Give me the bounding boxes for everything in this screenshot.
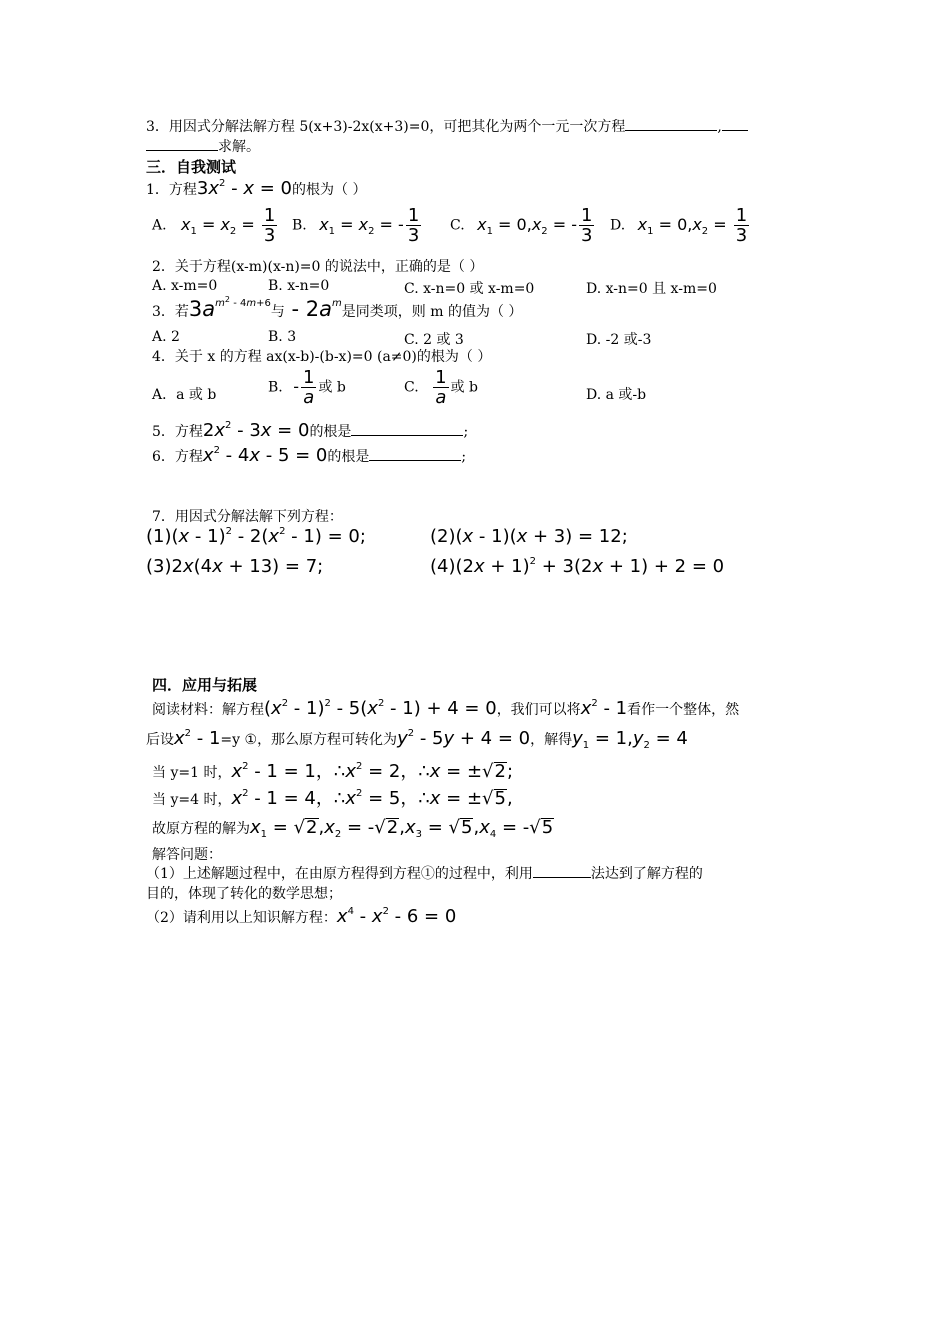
q3-term-2: - 2a (284, 297, 333, 321)
q4-option-c (404, 368, 478, 407)
q5-prefix: 5．方程 (152, 424, 203, 440)
question-4: 4．关于 x 的方程 ax(x-b)-(b-x)=0 (a≠0)的根为（ ） (152, 349, 492, 365)
let-suffix: ，解得 (530, 732, 573, 748)
substitution-line (146, 730, 688, 749)
option-label: B. (292, 217, 307, 234)
let-solution: $y_1 = 1,y_2 = 4$ (572, 728, 688, 751)
q1-option-a (152, 206, 279, 245)
question-7: 7．用因式分解法解下列方程： (152, 509, 343, 525)
option-label: B. (268, 379, 283, 396)
option-suffix: 或 b (318, 379, 346, 396)
q4-option-d: D. a 或-b (586, 387, 647, 403)
q2-option-c: C. x-n=0 或 x-m=0 (404, 281, 535, 297)
q3-exponent: m2 - 4m+6 (215, 295, 271, 309)
q1-option-c (450, 206, 596, 245)
fraction: $\frac{1}{a}$ (435, 367, 447, 408)
q1-optD-math: $x_1 = 0,x_2$ = (637, 214, 732, 237)
question-2: 2．关于方程(x-m)(x-n)=0 的说法中，正确的是（ ） (152, 259, 484, 275)
q3-exponent-m: m (332, 298, 342, 309)
section-title: 三．自我测试 (146, 158, 237, 176)
p2-text: （2）请利用以上知识解方程： (146, 910, 337, 926)
question-5 (152, 422, 468, 441)
q7-equation-2: (2)(x - 1)(x + 3) = 12; (430, 526, 628, 547)
q3-prefix: 3．若 (152, 304, 189, 320)
q1-equation: $3x^2 - x = 0$ (196, 178, 292, 199)
q1-optB-math: $x_1 = x_2$ = - (319, 214, 404, 237)
prev-q3-line2 (146, 138, 260, 156)
let-prefix: 后设 (146, 732, 174, 748)
q5-end: ; (463, 424, 469, 440)
q1-suffix: 的根为（ ） (292, 182, 367, 198)
part-2 (146, 908, 456, 927)
option-label: C. (450, 217, 465, 234)
prev-q3-end: 求解。 (218, 139, 260, 155)
q7-equation-3: (3)2x(4x + 13) = 7; (146, 556, 324, 577)
answer-blank (533, 877, 591, 878)
fraction: $\frac{1}{a}$ (302, 367, 315, 408)
case2-math: $x^2 - 1 = 4$，$\therefore x^2 = 5$，∴x = ±√5, (231, 788, 513, 809)
case1-prefix: 当 y=1 时， (152, 765, 232, 781)
q3-option-c: C. 2 或 3 (404, 332, 464, 348)
fraction: $\frac{1}{3}$ (581, 205, 593, 246)
q2-option-b: B. x-n=0 (268, 278, 330, 294)
q3-suffix: 是同类项，则 m 的值为（ ） (341, 304, 523, 320)
answer-blank (369, 460, 461, 461)
case-y1 (152, 762, 513, 782)
answer-blank (351, 435, 463, 436)
question-1 (146, 180, 366, 199)
fraction: $\frac{1}{3}$ (735, 205, 748, 246)
p2-equation: $x^4 - x^2 - 6 = 0$ (336, 906, 457, 927)
q4-option-a: A．a 或 b (152, 387, 217, 403)
option-suffix: 或 b (450, 379, 478, 396)
q6-end: ; (461, 449, 467, 465)
q3-term-1: 3a (188, 297, 216, 321)
option-label: C. (404, 379, 419, 396)
q3-option-d: D. -2 或-3 (586, 332, 652, 348)
q1-optC-math: $x_1 = 0,x_2$ = - (477, 214, 578, 237)
section-title: 四．应用与拓展 (152, 676, 258, 694)
read-equation: $(x^2 - 1)^2 - 5(x^2 - 1) + 4 = 0$ (264, 698, 497, 719)
sol-prefix: 故原方程的解为 (152, 821, 250, 837)
q5-equation: $2x^2 - 3x = 0$ (202, 420, 310, 441)
q6-equation: $x^2 - 4x - 5 = 0$ (202, 445, 328, 466)
answer-title: 解答问题： (152, 847, 222, 863)
q6-suffix: 的根是 (327, 449, 370, 465)
answer-blank (146, 150, 218, 151)
let-mid: =y ①，那么原方程可转化为 (220, 732, 398, 748)
comma: , (717, 119, 722, 135)
q3-option-a: A. 2 (152, 329, 180, 345)
question-6 (152, 447, 466, 466)
q5-suffix: 的根是 (309, 424, 352, 440)
p1-b: 法达到了解方程的 (590, 866, 703, 882)
prev-q3-line1 (146, 118, 748, 136)
q7-equation-1: $(1)(x - 1)^2 - 2(x^2 - 1) = 0$; (146, 526, 366, 547)
fraction: $\frac{1}{3}$ (263, 205, 276, 246)
q4-option-b: B. - $\frac{1}{a}$ 或 b (268, 367, 346, 408)
answer-blank (625, 130, 717, 131)
option-label: A. (152, 217, 167, 234)
let-expr: $x^2 - 1$ (174, 728, 221, 749)
q6-prefix: 6．方程 (152, 449, 203, 465)
q1-option-d (610, 206, 751, 245)
fraction: $\frac{1}{3}$ (407, 205, 420, 246)
answer-blank (722, 130, 748, 131)
q1-prefix: 1．方程 (146, 182, 197, 198)
q3-option-b: B. 3 (268, 329, 297, 345)
q2-option-d: D. x-n=0 且 x-m=0 (586, 281, 717, 297)
q1-option-b (292, 206, 423, 245)
read-suffix: 看作一个整体，然 (627, 702, 740, 718)
q2-option-a: A. x-m=0 (152, 278, 218, 294)
prev-q3-text: 3．用因式分解法解方程 5(x+3)-2x(x+3)=0，可把其化为两个一元一次方程 (146, 119, 626, 135)
case2-prefix: 当 y=4 时， (152, 792, 232, 808)
sol-math: $x_1 = √2,x_2 = -√2,x_3 = √5,x_4 = -√5$ (250, 817, 554, 840)
case1-math: $x^2 - 1 = 1$，$\therefore x^2 = 2$，∴x = ±√2; (231, 761, 514, 782)
option-label: D. (610, 217, 626, 234)
reading-material (152, 700, 739, 719)
q7-equation-4: $(4)(2x + 1)^2 + 3(2x + 1) + 2 = 0$ (430, 556, 725, 577)
q3-mid: 与 (270, 304, 285, 320)
let-equation: $y^2 - 5y + 4 = 0$ (397, 728, 531, 749)
question-3 (152, 295, 523, 321)
read-prefix: 阅读材料：解方程 (152, 702, 264, 718)
part-1 (146, 865, 703, 883)
part-1-cont: 目的，体现了转化的数学思想； (146, 886, 342, 902)
solution-line (152, 818, 554, 838)
p1-a: （1）上述解题过程中，在由原方程得到方程①的过程中，利用 (146, 866, 533, 882)
q1-optA-math: $x_1 = x_2$ = (181, 214, 260, 237)
read-expr: $x^2 - 1$ (580, 698, 628, 719)
read-mid: ，我们可以将 (496, 702, 581, 718)
case-y4 (152, 789, 513, 809)
